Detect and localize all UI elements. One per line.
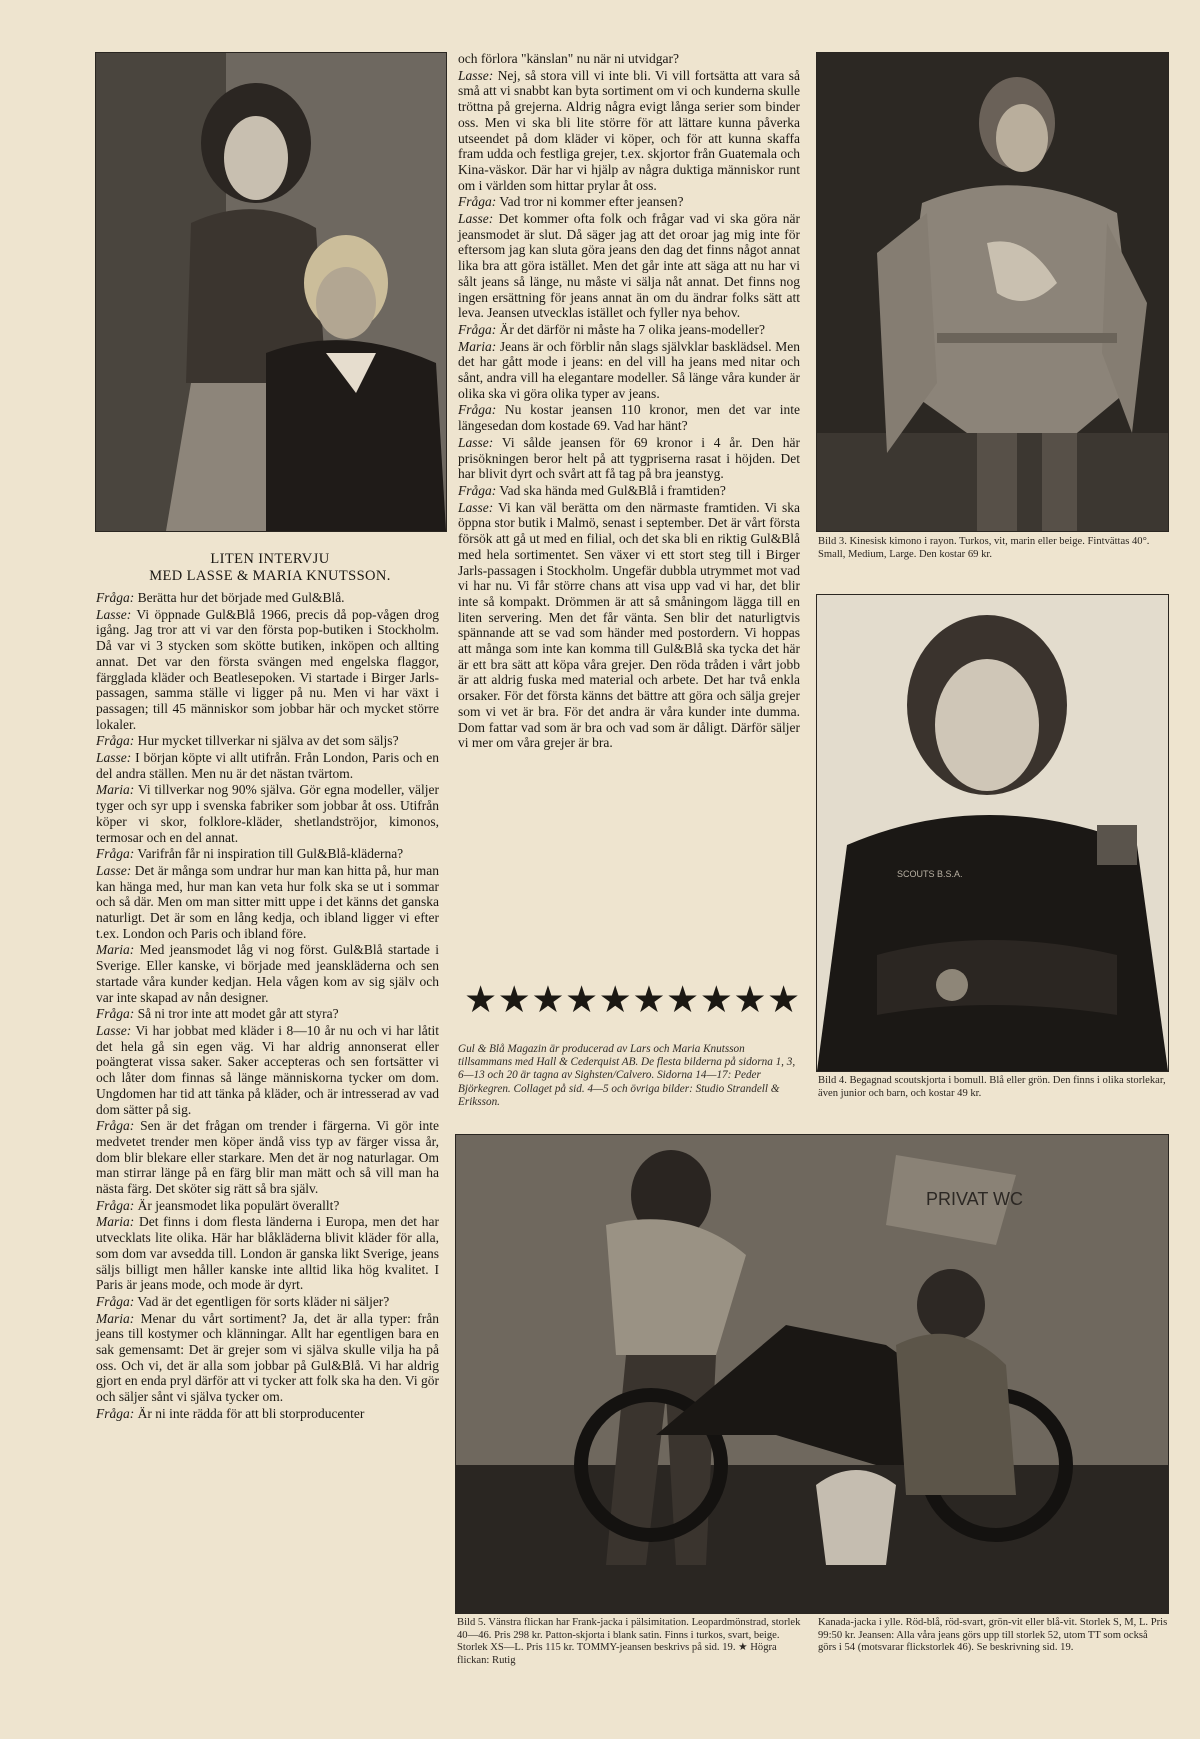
paragraph-text: och förlora "känslan" nu när ni utvidgar?	[458, 51, 679, 66]
couple-photo	[95, 52, 447, 532]
interview-paragraph	[458, 500, 800, 751]
caption-bild-5-left: Bild 5. Vänstra flickan har Frank-jacka i pälsimitation. Leopardmönstrad, storlek 40—46. Pris 298 kr. Patton-skjorta i blank satin. Finns i turkos, svart, beige. Storlek XS—L. Pris 115 kr. TOMMY-jeansen beskrivs på sid. 19. ★ Högra flickan: Rutig	[457, 1617, 801, 1666]
speaker-label: Fråga:	[96, 590, 135, 605]
paragraph-text: Vad ska hända med Gul&Blå i framtiden?	[499, 482, 726, 498]
paragraph-text: Är jeansmodet lika populärt överallt?	[137, 1197, 340, 1213]
paragraph-text: Vad tror ni kommer efter jeansen?	[499, 194, 684, 210]
interview-column-2	[458, 51, 800, 752]
paragraph-text: Vi har jobbat med kläder i 8—10 år nu och vi har låtit det hela gå sin egen väg. Vi har aldrig annonserat eller poängterat vissa saker. Saker accepteras och sen fortsätter vi och låter dom finnas så länge människorna tycker om dom. Ungdomen har tid att tänka på kläder, och är intresserad av vad dom sätter på sig.	[96, 1022, 440, 1117]
paragraph-text: Är ni inte rädda för att bli storproducenter	[137, 1405, 365, 1421]
speaker-label: Fråga:	[96, 846, 135, 862]
interview-paragraph	[96, 846, 439, 862]
interview-paragraph	[96, 1406, 439, 1422]
caption-bild-5-right: Kanada-jacka i ylle. Röd-blå, röd-svart, grön-vit eller blå-vit. Storlek S, M, L. Pris 99:50 kr. Jeansen: Alla våra jeans görs upp till storlek 52, utom TT som också görs i 54 (motsvarar flickstorlek 46). Se beskrivning sid. 19.	[818, 1617, 1168, 1654]
interview-paragraph	[96, 942, 439, 1005]
paragraph-text: Nej, så stora vill vi inte bli. Vi vill fortsätta att vara så små att vi snabbt kan byta sortiment om vi och kunderna skulle tröttna på grejerna. Aldrig några evigt långa serier som binder oss. Men vi ska bli lite större för att lättare kunna påverka utseendet på dom kläder vi köper, och för att kunna skaffa fram udda och festliga grejer, t.ex. skjortor från Guatemala och Kina-väskor. Där har vi hjälp av några duktiga människor runt om i världen som hittar prylar åt oss.	[458, 67, 801, 193]
interview-paragraph	[96, 590, 439, 606]
paragraph-text: Sen är det frågan om trender i färgerna. Vi gör inte medvetet trender men köper ändå viss typ av färger vissa år, dom blir blekare eller starkare. Men det är nog naturlagar. Om man stirrar länge på en färg blir man mätt och så vill man ha nästa färg. Det sköter sig rätt så bra själv.	[96, 1118, 440, 1197]
speaker-label: Fråga:	[96, 1197, 135, 1213]
interview-paragraph	[96, 1311, 439, 1405]
caption-bild-4: Bild 4. Begagnad scoutskjorta i bomull. Blå eller grön. Den finns i olika storlekar, även junior och barn, och kostar 49 kr.	[818, 1075, 1166, 1099]
kimono-photo	[816, 52, 1169, 532]
speaker-label: Maria:	[96, 1310, 135, 1326]
speaker-label: Fråga:	[96, 1006, 135, 1022]
interview-paragraph	[96, 1294, 439, 1310]
interview-paragraph	[458, 68, 800, 194]
paragraph-text: Nu kostar jeansen 110 kronor, men det var inte längesedan dom kostade 69. Vad har hänt?	[458, 402, 801, 434]
headline-line-1: LITEN INTERVJU	[210, 551, 330, 567]
interview-paragraph	[96, 863, 439, 942]
interview-paragraph	[458, 322, 800, 338]
paragraph-text: Med jeansmodet låg vi nog först. Gul&Blå startade i Sverige. Eller kanske, vi började med jeanskläderna och sen startade våra kunder kedjan. Hela vågen kom av sig själv och var inte skapad av nån designer.	[96, 942, 439, 1005]
speaker-label: Fråga:	[96, 1405, 135, 1421]
star-divider: ★★★★★★★★★★	[464, 978, 801, 1021]
motorcycle-photo	[455, 1134, 1169, 1614]
speaker-label: Maria:	[458, 338, 497, 354]
speaker-label: Lasse:	[458, 67, 494, 83]
paragraph-text: Vi öppnade Gul&Blå 1966, precis då pop-vågen drog igång. Jag tror att vi var den första pop-butiken i Stockholm. Då var vi 3 stycken som skötte butiken, inköpen och allting annat. Det var den första svängen med engelska flaggor, färgglada kläder och Beatlesepoken. Vi startade i Birger Jarls-passagen, samma ställe vi ligger på nu. Men vi har växt i passagen; till 45 människor som jobbar här och mycket större lokaler.	[96, 606, 440, 732]
paragraph-text: Det är många som undrar hur man kan hitta på, hur man kan hänga med, hur man kan veta hur folk ska se ut i sommar och så där. Men om man sitter mitt uppe i det känns det ganska naturligt. Det är som en lång kedja, och ibland ligger vi efter t.ex. London och Paris och ibland före.	[96, 862, 440, 941]
speaker-label: Fråga:	[458, 482, 497, 498]
interview-paragraph	[96, 607, 439, 733]
paragraph-text: Vi sålde jeansen för 69 kronor i 4 år. Den här prisökningen beror helt på att tygpriserna rasat i höjden. Det har blivit dyrt och svårt att få tag på bra jeanstyg.	[458, 434, 800, 482]
interview-column-1	[96, 590, 439, 1423]
speaker-label: Fråga:	[96, 733, 135, 749]
speaker-label: Fråga:	[458, 402, 497, 418]
speaker-label: Maria:	[96, 942, 135, 958]
paragraph-text: I början köpte vi allt utifrån. Från London, Paris och en del andra ställen. Men nu är det nästan tvärtom.	[96, 750, 440, 781]
interview-paragraph	[458, 211, 800, 321]
interview-paragraph	[96, 1198, 439, 1214]
speaker-label: Maria:	[96, 1214, 135, 1230]
speaker-label: Lasse:	[458, 499, 494, 515]
speaker-label: Lasse:	[458, 434, 494, 450]
speaker-label: Lasse:	[96, 750, 132, 766]
paragraph-text: Det finns i dom flesta länderna i Europa, men det har utvecklats lite olika. Här har blåkläderna blivit kläder för alla, som dom var avsedda till. London är ganska likt Sverige, jeans säljs billigt men håller kanske inte alltid lika hög kvalitet. I Paris är jeans mode, och mode är dyrt.	[96, 1214, 439, 1293]
speaker-label: Fråga:	[458, 194, 497, 210]
caption-bild-3: Bild 3. Kinesisk kimono i rayon. Turkos, vit, marin eller beige. Fintvättas 40°. Small, Medium, Large. Den kostar 69 kr.	[818, 536, 1150, 560]
interview-paragraph	[96, 750, 439, 781]
interview-paragraph	[96, 1214, 439, 1293]
paragraph-text: Varifrån får ni inspiration till Gul&Blå-kläderna?	[137, 846, 404, 862]
paragraph-text: Hur mycket tillverkar ni själva av det som säljs?	[137, 733, 399, 749]
scouts-patch-text: SCOUTS B.S.A.	[897, 869, 963, 879]
speaker-label: Fråga:	[458, 321, 497, 337]
headline-line-2: MED LASSE & MARIA KNUTSSON.	[149, 568, 391, 584]
paragraph-text: Jeans är och förblir nån slags självklar basklädsel. Men det har gått mode i jeans: en del vill ha jeans med nitar och sånt, andra vill ha elegantare modeller. Så länge våra kunder är olika ska vi göra olika typer av jeans.	[458, 338, 801, 401]
paragraph-text: Vad är det egentligen för sorts kläder ni säljer?	[137, 1293, 390, 1309]
paragraph-text: Vi tillverkar nog 90% själva. Gör egna modeller, väljer tyger och syr upp i svenska fabriker som jobbar åt oss. Utifrån köper vi skor, folklore-kläder, shetlandströjor, kimonos, termosar och en del annat.	[96, 782, 439, 845]
speaker-label: Maria:	[96, 782, 135, 798]
interview-paragraph	[96, 782, 439, 845]
interview-paragraph	[96, 1006, 439, 1022]
speaker-label: Fråga:	[96, 1118, 135, 1134]
interview-paragraph	[96, 1118, 439, 1197]
speaker-label: Lasse:	[96, 606, 132, 622]
interview-paragraph	[458, 435, 800, 482]
interview-paragraph	[96, 733, 439, 749]
paragraph-text: Vi kan väl berätta om den närmaste framtiden. Vi ska öppna stor butik i Malmö, senast i september. Det är vårt första försök att gå ut med en filial, och det ska bli en riktig Gul&Blå med hela sortimentet. Sen växer vi ett stort steg till i Birger Jarls-passagen i Stockholm. Ungefär dubbla utrymmet mot vad vi har nu. Vi får större chans att visa upp vad vi har, det blir inte så kompakt. Drömmen är att så småningom lägga till en liten servering. Men det får vänta. Sen blir det naturligtvis spännande att se vad som händer med postordern. Vi hoppas att många som inte kan komma till Gul&Blå ska tycka det här är ett bra sätt att köpa våra grejer. Den röda tråden i vårt jobb är att aldrig fuska med material och arbete. Det har två enkla orsaker. För det första känns det bättre att göra och sälja grejer som vi vet är bra. För det andra är våra kunder inte dumma. Dom fattar vad som är bra och vad som är dåligt. Därför säljer vi mer om våra grejer är bra.	[458, 499, 800, 751]
scout-shirt-photo	[816, 594, 1169, 1072]
magazine-credits: Gul & Blå Magazin är producerad av Lars och Maria Knutsson tillsammans med Hall & Cederquist AB. De flesta bilderna på sidorna 1, 3, 6—13 och 20 är tagna av Sighsten/Calvero. Sidorna 14—17: Peder Björkegren. Collaget på sid. 4—5 och övriga bilder: Studio Strandell & Eriksson.	[458, 1043, 796, 1108]
wall-sign-text: PRIVAT WC	[926, 1189, 1024, 1209]
interview-paragraph	[458, 339, 800, 402]
paragraph-text: Det kommer ofta folk och frågar vad vi ska göra när jeansmodet är slut. Då säger jag att det oroar jag mig inte för eftersom jag kan sluta göra jeans den dag det finns något annat lika bra att göra istället. Men det går inte att säga att nu har vi sålt jeans så länge, nu måste vi sälja nåt annat. Det finns nog ingen ersättning för jeans annat än om du ändrar folks sätt att leva. Jeansen utvecklas istället och fyller nya behov.	[458, 211, 800, 321]
speaker-label: Lasse:	[96, 1022, 132, 1038]
speaker-label: Lasse:	[458, 211, 494, 227]
interview-paragraph	[458, 483, 800, 499]
paragraph-text: Menar du vårt sortiment? Ja, det är alla typer: från jeans till kostymer och klänningar. Allt har egentligen bara en sak gemensamt: Det är grejer som vi själva skulle vilja ha på oss. Och vi, det är alla som jobbar på Gul&Blå. Vi har aldrig gjort en enda pryl därför att vi tycker att folk ska ha den. Vi gör och säljer sånt vi själva tycker om.	[96, 1310, 439, 1405]
speaker-label: Fråga:	[96, 1293, 135, 1309]
paragraph-text: Är det därför ni måste ha 7 olika jeans-modeller?	[499, 321, 766, 337]
paragraph-text: Så ni tror inte att modet går att styra?	[137, 1006, 339, 1022]
interview-paragraph	[458, 402, 800, 433]
interview-paragraph	[458, 51, 800, 67]
interview-paragraph	[96, 1023, 439, 1117]
interview-headline	[96, 551, 444, 585]
paragraph-text: Berätta hur det började med Gul&Blå.	[137, 590, 345, 605]
speaker-label: Lasse:	[96, 862, 132, 878]
interview-paragraph	[458, 194, 800, 210]
